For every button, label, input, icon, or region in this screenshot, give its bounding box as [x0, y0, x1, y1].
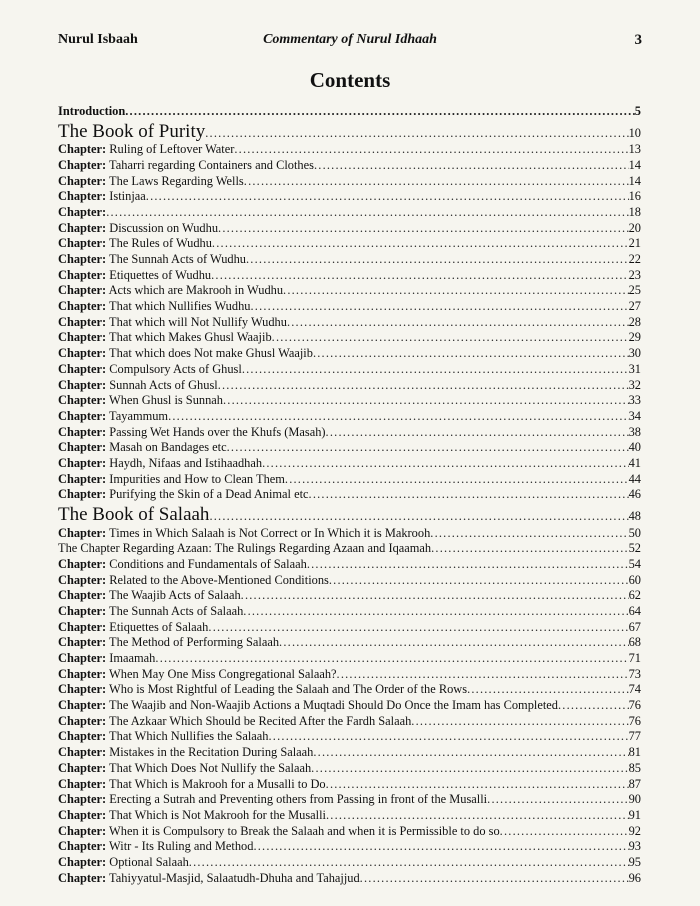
toc-page-number: 40: [628, 440, 641, 455]
toc-entry-label: [58, 268, 211, 284]
toc-entry: [58, 362, 641, 378]
toc-entry: [58, 745, 641, 761]
toc-entry-text: Etiquettes of Salaah: [106, 619, 209, 634]
toc-entry-prefix: Chapter:: [58, 556, 107, 571]
dot-leader: [326, 777, 629, 793]
toc-page-number: 5: [634, 104, 641, 118]
toc-entry-label: [58, 541, 431, 557]
toc-entry-text: Introduction: [58, 104, 126, 118]
toc-entry-text: Times in Which Salaah is Not Correct or In Which it is Makrooh: [106, 525, 431, 540]
dot-leader: [337, 667, 629, 683]
toc-entry-prefix: Chapter:: [58, 471, 107, 486]
toc-entry: [58, 855, 641, 871]
toc-entry: [58, 142, 641, 158]
dot-leader: [155, 651, 628, 667]
toc-page-number: 34: [628, 408, 641, 423]
dot-leader: [189, 855, 629, 871]
toc-page-number: 30: [628, 346, 641, 361]
toc-entry-label: [58, 425, 326, 441]
toc-page-number: 76: [628, 713, 641, 728]
toc-entry-prefix: Chapter:: [58, 525, 107, 540]
toc-entry-text: That which Makes Ghusl Waajib: [106, 330, 272, 345]
toc-entry-text: That Which Nullifies the Salaah: [106, 729, 269, 744]
toc-entry-label: [58, 667, 337, 683]
toc-entry-label: [58, 761, 311, 777]
toc-entry-label: [58, 409, 168, 425]
toc-entry-text: When Ghusl is Sunnah: [106, 393, 223, 408]
toc-entry-prefix: Chapter:: [58, 713, 107, 728]
toc-entry-text: Istinjaa: [106, 189, 146, 204]
dot-leader: [211, 268, 629, 284]
toc-entry-prefix: Chapter:: [58, 745, 107, 760]
toc-entry-text: The Book of Salaah: [58, 504, 210, 525]
toc-entry-text: Etiquettes of Wudhu: [106, 267, 212, 282]
dot-leader: [106, 205, 628, 221]
toc-entry-prefix: Chapter:: [58, 377, 107, 392]
toc-entry-label: [58, 651, 155, 667]
toc-entry-label: [58, 221, 218, 237]
dot-leader: [279, 635, 629, 651]
dot-leader: [360, 871, 629, 887]
toc-entry: [58, 174, 641, 190]
toc-entry-text: Imaamah: [106, 651, 156, 665]
toc-page-number: 81: [628, 745, 641, 760]
toc-page-number: 41: [628, 455, 641, 470]
toc-page-number: 92: [628, 823, 641, 838]
toc-entry: [58, 526, 641, 542]
toc-page-number: 62: [628, 588, 641, 603]
dot-leader: [209, 504, 628, 526]
dot-leader: [168, 409, 629, 425]
toc-page-number: 23: [628, 267, 641, 282]
dot-leader: [311, 761, 628, 777]
toc-entry-text: That which does Not make Ghusl Waajib: [106, 346, 313, 361]
dot-leader: [309, 487, 629, 503]
toc-entry-label: [58, 698, 558, 714]
toc-entry-text: That Which is Makrooh for a Musalli to Do: [106, 776, 326, 791]
toc-entry-label: [58, 299, 250, 315]
toc-entry: [58, 824, 641, 840]
toc-entry: [58, 777, 641, 793]
toc-entry-prefix: Chapter:: [58, 760, 107, 775]
toc-page-number: 68: [628, 635, 641, 650]
toc-entry-prefix: Chapter:: [58, 220, 107, 235]
dot-leader: [307, 557, 629, 573]
toc-entry: [58, 425, 641, 441]
dot-leader: [430, 526, 628, 542]
toc-entry-prefix: Chapter:: [58, 776, 107, 791]
dot-leader: [125, 104, 635, 120]
toc-entry-prefix: Chapter:: [58, 487, 107, 502]
toc-entry-prefix: Chapter:: [58, 455, 107, 470]
toc-entry-prefix: Chapter:: [58, 236, 107, 251]
toc-entry-text: The Laws Regarding Wells: [106, 173, 244, 188]
toc-entry: [58, 635, 641, 651]
toc-page-number: 95: [628, 854, 641, 869]
dot-leader: [262, 456, 629, 472]
dot-leader: [244, 174, 629, 190]
toc-page-number: 29: [628, 330, 641, 345]
toc-page-number: 60: [628, 572, 641, 587]
toc-page-number: 90: [628, 792, 641, 807]
toc-entry-text: Discussion on Wudhu: [106, 220, 219, 235]
toc-book-heading: [58, 120, 641, 143]
toc-entry: [58, 557, 641, 573]
toc-entry-prefix: Chapter:: [58, 635, 107, 650]
dot-leader: [250, 299, 628, 315]
toc-entry-text: The Method of Performing Salaah: [106, 635, 280, 650]
toc-page-number: 14: [628, 157, 641, 172]
toc-entry-label: [58, 330, 272, 346]
toc-entry-text: Purifying the Skin of a Dead Animal etc: [106, 487, 309, 502]
toc-entry-label: [58, 456, 262, 472]
toc-entry-text: The Waajib and Non-Waajib Actions a Muqtadi Should Do Once the Imam has Completed: [106, 698, 558, 713]
toc-page-number: 28: [628, 314, 641, 329]
dot-leader: [241, 588, 629, 604]
toc-entry: [58, 698, 641, 714]
toc-entry-text: That Which is Not Makrooh for the Musalli: [106, 807, 326, 822]
toc-entry-label: [58, 503, 209, 526]
toc-entry-label: [58, 472, 285, 488]
dot-leader: [314, 158, 629, 174]
toc-entry-label: [58, 714, 411, 730]
toc-entry: [58, 252, 641, 268]
dot-leader: [487, 792, 628, 808]
toc-entry-label: [58, 158, 314, 174]
toc-entry: [58, 104, 641, 120]
toc-entry-label: [58, 557, 307, 573]
toc-entry-text: The Sunnah Acts of Salaah: [106, 603, 244, 618]
toc-page-number: 96: [628, 870, 641, 885]
dot-leader: [326, 425, 629, 441]
toc-page-number: 31: [628, 361, 641, 376]
toc-entry-label: [58, 573, 329, 589]
toc-page-number: 76: [628, 698, 641, 713]
toc-page-number: 74: [628, 682, 641, 697]
toc-entry-text: Who is Most Rightful of Leading the Salaah and The Order of the Rows: [106, 682, 468, 697]
toc-entry-text: Sunnah Acts of Ghusl: [106, 377, 218, 392]
page-title: Contents: [309, 68, 391, 92]
dot-leader: [329, 573, 629, 589]
dot-leader: [269, 729, 629, 745]
toc-entry-label: [58, 236, 212, 252]
dot-leader: [283, 283, 629, 299]
dot-leader: [313, 346, 629, 362]
toc-entry-text: Related to the Above-Mentioned Conditions: [106, 572, 329, 587]
toc-entry: [58, 409, 641, 425]
toc-entry-text: Tayammum: [106, 408, 169, 423]
toc-entry-text: Impurities and How to Clean Them: [106, 471, 285, 486]
toc-entry-prefix: Chapter:: [58, 173, 107, 188]
toc-page-number: 20: [628, 220, 641, 235]
toc-entry-label: [58, 792, 487, 808]
toc-entry-label: [58, 315, 287, 331]
toc-entry-prefix: Chapter:: [58, 330, 107, 345]
toc-entry-prefix: Chapter:: [58, 252, 107, 266]
toc-entry-text: The Waajib Acts of Salaah: [106, 588, 241, 603]
table-of-contents: [58, 104, 641, 886]
toc-page-number: 93: [628, 839, 641, 854]
toc-entry: [58, 456, 641, 472]
toc-entry: [58, 604, 641, 620]
toc-entry-text: Mistakes in the Recitation During Salaah: [106, 745, 314, 760]
toc-entry-label: [58, 855, 189, 871]
toc-entry: [58, 330, 641, 346]
dot-leader: [287, 315, 629, 331]
toc-entry-label: [58, 174, 244, 190]
toc-entry-text: That Which Does Not Nullify the Salaah: [106, 760, 312, 775]
toc-entry-label: [58, 104, 125, 120]
toc-entry-prefix: Chapter:: [58, 142, 107, 157]
toc-entry: [58, 315, 641, 331]
toc-entry-label: [58, 393, 223, 409]
toc-page-number: 64: [628, 603, 641, 618]
dot-leader: [500, 824, 629, 840]
toc-entry-prefix: Chapter:: [58, 267, 107, 282]
toc-page-number: 22: [628, 252, 641, 266]
toc-page-number: 71: [628, 651, 641, 665]
toc-entry: [58, 620, 641, 636]
header-page-number: 3: [634, 32, 642, 48]
toc-page-number: 18: [628, 204, 641, 219]
toc-page-number: 46: [628, 487, 641, 502]
toc-page-number: 14: [628, 173, 641, 188]
dot-leader: [227, 440, 629, 456]
toc-entry-label: [58, 871, 360, 887]
dot-leader: [146, 189, 629, 205]
dot-leader: [243, 604, 628, 620]
toc-entry-text: The Rules of Wudhu: [106, 236, 212, 251]
dot-leader: [272, 330, 629, 346]
toc-entry-text: Tahiyyatul-Masjid, Salaatudh-Dhuha and Tahajjud: [106, 870, 360, 885]
toc-page-number: 67: [628, 619, 641, 634]
toc-entry: [58, 729, 641, 745]
toc-page-number: 77: [628, 729, 641, 744]
toc-entry: [58, 221, 641, 237]
toc-entry: [58, 440, 641, 456]
toc-entry-prefix: Chapter:: [58, 393, 107, 408]
toc-entry-prefix: Chapter:: [58, 283, 107, 298]
toc-page-number: 48: [628, 509, 641, 523]
toc-entry-prefix: Chapter:: [58, 792, 107, 807]
toc-entry-label: [58, 440, 227, 456]
toc-entry-text: Witr - Its Ruling and Method: [106, 839, 254, 854]
dot-leader: [313, 745, 628, 761]
toc-entry-prefix: Chapter:: [58, 572, 107, 587]
toc-page-number: 85: [628, 760, 641, 775]
dot-leader: [285, 472, 629, 488]
toc-entry-prefix: Chapter:: [58, 346, 107, 361]
toc-entry-label: [58, 808, 326, 824]
toc-entry-prefix: Chapter:: [58, 440, 107, 455]
toc-entry: [58, 808, 641, 824]
toc-entry: [58, 472, 641, 488]
toc-entry: [58, 299, 641, 315]
toc-entry: [58, 761, 641, 777]
toc-page-number: 52: [628, 541, 641, 556]
toc-entry-label: [58, 362, 242, 378]
toc-entry-label: [58, 120, 205, 143]
toc-entry-prefix: Chapter:: [58, 682, 107, 697]
toc-page-number: 50: [628, 525, 641, 540]
toc-entry-label: [58, 620, 208, 636]
toc-entry-text: The Chapter Regarding Azaan: The Rulings Regarding Azaan and Iqaamah: [58, 541, 432, 556]
toc-entry: [58, 651, 641, 667]
toc-entry-prefix: Chapter:: [58, 854, 107, 869]
toc-entry-prefix: Chapter:: [58, 870, 107, 885]
toc-entry-prefix: Chapter:: [58, 651, 107, 665]
dot-leader: [212, 236, 629, 252]
toc-entry-prefix: Chapter:: [58, 807, 107, 822]
toc-entry-prefix: Chapter:: [58, 157, 107, 172]
toc-entry-label: [58, 142, 234, 158]
toc-entry-prefix: Chapter:: [58, 424, 107, 439]
toc-entry-prefix: Chapter:: [58, 299, 107, 314]
toc-entry: [58, 346, 641, 362]
dot-leader: [431, 541, 629, 557]
running-header: [58, 32, 642, 52]
toc-entry-prefix: Chapter:: [58, 588, 107, 603]
toc-page-number: 10: [628, 125, 641, 140]
toc-entry-label: [58, 824, 500, 840]
dot-leader: [205, 121, 628, 143]
toc-entry-prefix: Chapter:: [58, 361, 107, 376]
toc-entry: [58, 588, 641, 604]
toc-entry: [58, 573, 641, 589]
dot-leader: [326, 808, 629, 824]
dot-leader: [253, 839, 628, 855]
toc-entry-label: [58, 283, 283, 299]
toc-entry-label: [58, 346, 313, 362]
toc-entry-label: [58, 189, 146, 205]
toc-entry: [58, 158, 641, 174]
toc-entry-prefix: Chapter:: [58, 729, 107, 744]
toc-page-number: 91: [628, 807, 641, 822]
toc-entry: [58, 205, 641, 221]
toc-entry: [58, 236, 641, 252]
toc-entry-text: Compulsory Acts of Ghusl: [106, 361, 242, 376]
toc-page-number: 33: [628, 393, 641, 408]
toc-page-number: 87: [628, 776, 641, 791]
toc-entry-text: When May One Miss Congregational Salaah?: [106, 666, 337, 681]
toc-entry-text: Passing Wet Hands over the Khufs (Masah): [106, 424, 326, 439]
dot-leader: [467, 682, 629, 698]
toc-entry: [58, 487, 641, 503]
toc-entry-text: Haydh, Nifaas and Istihaadhah: [106, 455, 263, 470]
toc-entry-label: [58, 682, 467, 698]
toc-entry-label: [58, 604, 243, 620]
toc-entry: [58, 541, 641, 557]
toc-entry-label: [58, 745, 313, 761]
toc-entry-text: The Book of Purity: [58, 120, 206, 142]
toc-entry: [58, 871, 641, 887]
toc-entry-prefix: Chapter:: [58, 666, 107, 681]
toc-entry-prefix: Chapter:: [58, 204, 107, 219]
header-book-title: Nurul Isbaah: [58, 32, 138, 47]
toc-entry: [58, 714, 641, 730]
toc-entry-label: [58, 839, 253, 855]
toc-entry-label: [58, 526, 430, 542]
toc-page-number: 73: [628, 666, 641, 681]
toc-page-number: 21: [628, 236, 641, 251]
dot-leader: [246, 252, 629, 268]
toc-entry-prefix: Chapter:: [58, 603, 107, 618]
toc-page-number: 32: [628, 377, 641, 392]
toc-entry-prefix: Chapter:: [58, 189, 107, 204]
dot-leader: [208, 620, 628, 636]
dot-leader: [234, 142, 628, 158]
header-subtitle: Commentary of Nurul Idhaah: [263, 32, 437, 47]
dot-leader: [218, 378, 629, 394]
dot-leader: [218, 221, 629, 237]
toc-entry-prefix: Chapter:: [58, 408, 107, 423]
toc-entry-text: That which Nullifies Wudhu: [106, 299, 251, 314]
toc-entry-prefix: Chapter:: [58, 839, 107, 854]
toc-entry-text: Taharri regarding Containers and Clothes: [106, 157, 314, 172]
toc-entry-label: [58, 487, 309, 503]
toc-entry-label: [58, 205, 106, 221]
toc-entry-label: [58, 252, 246, 268]
toc-entry: [58, 839, 641, 855]
toc-entry: [58, 393, 641, 409]
toc-page-number: 27: [628, 299, 641, 314]
toc-entry-text: Masah on Bandages etc: [106, 440, 227, 455]
toc-entry: [58, 667, 641, 683]
toc-entry: [58, 792, 641, 808]
toc-entry-label: [58, 729, 269, 745]
toc-entry: [58, 378, 641, 394]
toc-entry-text: Conditions and Fundamentals of Salaah: [106, 556, 307, 571]
toc-entry-label: [58, 588, 241, 604]
toc-entry-prefix: Chapter:: [58, 314, 107, 329]
toc-entry: [58, 189, 641, 205]
toc-entry-text: That which will Not Nullify Wudhu: [106, 314, 287, 329]
toc-entry: [58, 682, 641, 698]
toc-entry-text: Erecting a Sutrah and Preventing others from Passing in front of the Musalli: [106, 792, 488, 807]
toc-entry-prefix: Chapter:: [58, 823, 107, 838]
toc-entry-text: Ruling of Leftover Water: [106, 142, 235, 157]
toc-page-number: 38: [628, 424, 641, 439]
toc-entry-prefix: Chapter:: [58, 698, 107, 713]
toc-page-number: 44: [628, 471, 641, 486]
toc-entry: [58, 283, 641, 299]
toc-entry-label: [58, 635, 279, 651]
toc-entry-label: [58, 378, 218, 394]
toc-entry-text: Optional Salaah: [106, 854, 189, 869]
toc-page-number: 54: [628, 556, 641, 571]
dot-leader: [558, 698, 629, 714]
dot-leader: [411, 714, 628, 730]
dot-leader: [242, 362, 629, 378]
toc-page-number: 13: [628, 142, 641, 157]
toc-entry-label: [58, 777, 326, 793]
toc-entry-text: When it is Compulsory to Break the Salaah and when it is Permissible to do so: [106, 823, 500, 838]
toc-entry-text: Acts which are Makrooh in Wudhu: [106, 283, 284, 298]
toc-entry-text: The Azkaar Which Should be Recited After the Fardh Salaah: [106, 713, 412, 728]
dot-leader: [223, 393, 629, 409]
toc-entry: [58, 268, 641, 284]
toc-entry-text: The Sunnah Acts of Wudhu: [106, 252, 246, 266]
toc-entry-prefix: Chapter:: [58, 619, 107, 634]
toc-book-heading: [58, 503, 641, 526]
toc-page-number: 25: [628, 283, 641, 298]
toc-page-number: 16: [628, 189, 641, 204]
